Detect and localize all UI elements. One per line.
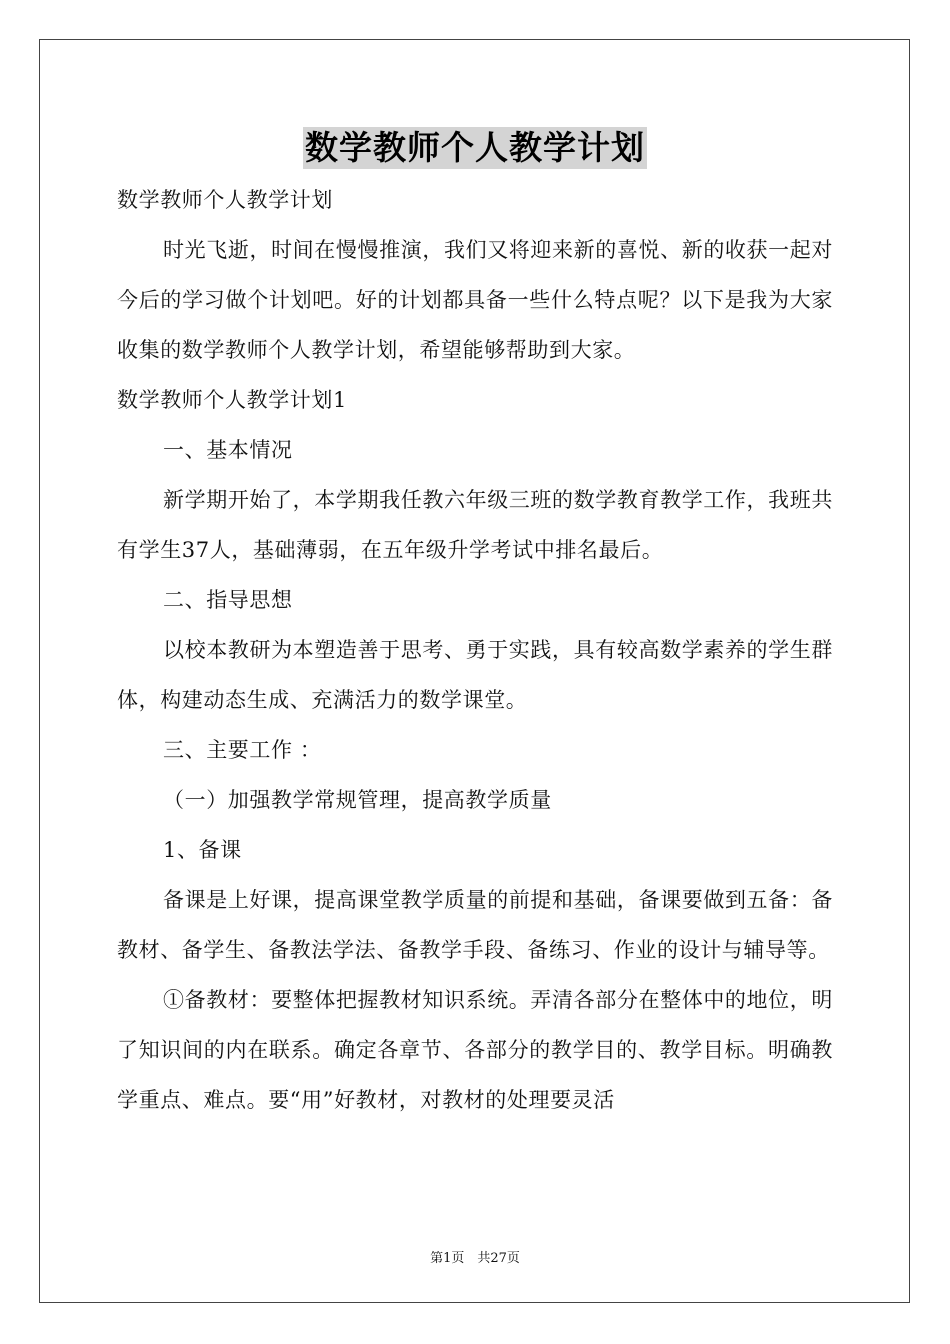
section-heading: 数学教师个人教学计划1 <box>117 388 347 412</box>
section-heading: 三、主要工作 ： <box>163 738 322 762</box>
paragraph: ①备教材：要整体把握教材知识系统。弄清各部分在整体中的地位，明了知识间的内在联系。确定各章节、各部分的教学目的、教学目标。明确教学重点、难点。要“用”好教材，对教材的处理要灵活 <box>117 988 833 1112</box>
paragraph: 新学期开始了，本学期我任教六年级三班的数学教育教学工作，我班共有学生37人，基础薄弱，在五年级升学考试中排名最后。 <box>117 488 833 562</box>
section-heading: 一、基本情况 <box>163 438 293 462</box>
paragraph: 数学教师个人教学计划 <box>117 188 333 212</box>
subsection-heading: （一）加强教学常规管理，提高教学质量 <box>163 788 552 812</box>
subsection-heading: 1、备课 <box>163 838 242 862</box>
paragraph: 时光飞逝，时间在慢慢推演，我们又将迎来新的喜悦、新的收获一起对今后的学习做个计划吧。好的计划都具备一些什么特点呢？以下是我为大家收集的数学教师个人教学计划，希望能够帮助到大家。 <box>117 238 833 362</box>
page-footer: 第1页 共27页 <box>430 1251 520 1266</box>
paragraph: 以校本教研为本塑造善于思考、勇于实践，具有较高数学素养的学生群体，构建动态生成、充满活力的数学课堂。 <box>117 638 833 712</box>
document-title: 数学教师个人教学计划 <box>305 128 645 167</box>
paragraph: 备课是上好课，提高课堂教学质量的前提和基础，备课要做到五备：备教材、备学生、备教法学法、备教学手段、备练习、作业的设计与辅导等。 <box>117 888 833 962</box>
document-title-wrapper <box>0 127 950 169</box>
section-heading: 二、指导思想 <box>163 588 293 612</box>
document-body <box>117 175 833 1125</box>
